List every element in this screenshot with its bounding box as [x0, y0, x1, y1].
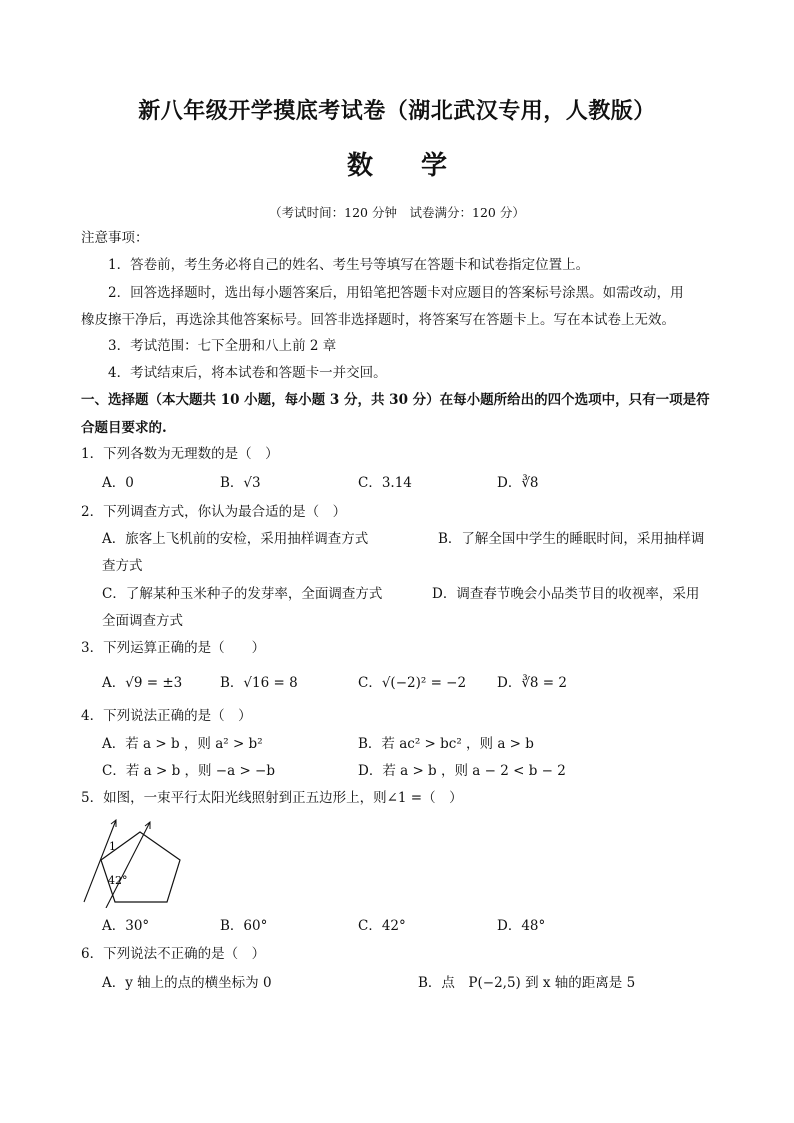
- section-heading-cont: 合题目要求的.: [81, 420, 167, 436]
- page-title: 新八年级开学摸底考试卷（湖北武汉专用，人教版）: [138, 98, 656, 124]
- subject-title: 数学: [346, 151, 495, 181]
- sunlight-ray-right: [106, 822, 150, 908]
- option-c: C．√(−2)² = −2: [358, 675, 467, 691]
- option-a: A．旅客上飞机前的安检，采用抽样调查方式: [102, 531, 369, 547]
- question-stem: 3．下列运算正确的是（ ）: [81, 640, 266, 656]
- option-d: D．调查春节晚会小品类节目的收视率，采用: [432, 586, 700, 602]
- notice-item: 2．回答选择题时，选出每小题答案后，用铅笔把答题卡对应题目的答案标号涂黑。如需改动，用: [108, 285, 684, 301]
- notice-item: 橡皮擦干净后，再选涂其他答案标号。回答非选择题时，将答案写在答题卡上。写在本试卷上无效。: [81, 312, 675, 328]
- option-d: D．若 a > b ，则 a − 2 < b − 2: [358, 763, 566, 779]
- pentagon-sunlight-figure: [80, 818, 190, 908]
- option-b: B．若 ac² > bc² ，则 a > b: [358, 736, 534, 752]
- option-d-cont: 全面调查方式: [102, 613, 183, 629]
- option-c: C．了解某种玉米种子的发芽率，全面调查方式: [102, 586, 383, 602]
- option-c: C．3.14: [358, 475, 412, 491]
- question-stem: 5．如图，一束平行太阳光线照射到正五边形上，则∠1 =（ ）: [81, 790, 463, 806]
- option-b: B．√3: [220, 475, 261, 491]
- question-stem: 2．下列调查方式，你认为最合适的是（ ）: [81, 504, 347, 520]
- option-b: B．√16 = 8: [220, 675, 298, 691]
- option-a: A．30°: [102, 918, 150, 934]
- angle-42-label: 42°: [108, 874, 128, 887]
- question-stem: 1．下列各数为无理数的是（ ）: [81, 446, 279, 462]
- option-d: D．∛8 = 2: [497, 675, 567, 691]
- option-b: B．了解全国中学生的睡眠时间，采用抽样调: [438, 531, 705, 547]
- option-b-cont: 查方式: [102, 558, 143, 574]
- question-stem: 4．下列说法正确的是（ ）: [81, 708, 252, 724]
- exam-meta: （考试时间：120 分钟 试卷满分：120 分）: [269, 205, 525, 220]
- option-b: B．60°: [220, 918, 268, 934]
- question-stem: 6．下列说法不正确的是（ ）: [81, 946, 266, 962]
- notice-item: 3．考试范围：七下全册和八上前 2 章: [108, 338, 337, 354]
- option-c: C．42°: [358, 918, 406, 934]
- notice-item: 4．考试结束后，将本试卷和答题卡一并交回。: [108, 365, 387, 381]
- notice-heading: 注意事项：: [81, 230, 149, 246]
- option-d: D．∛8: [497, 475, 539, 491]
- section-heading: 一、选择题（本大题共 10 小题，每小题 3 分，共 30 分）在每小题所给出的四个选项中，只有一项是符: [81, 392, 710, 408]
- angle-1-label: 1: [109, 840, 116, 853]
- notice-item: 1．答卷前，考生务必将自己的姓名、考生号等填写在答题卡和试卷指定位置上。: [108, 257, 590, 273]
- option-d: D．48°: [497, 918, 546, 934]
- option-a: A．若 a > b ，则 a² > b²: [102, 736, 263, 752]
- option-a: A．0: [102, 475, 134, 491]
- option-c: C．若 a > b ，则 −a > −b: [102, 763, 275, 779]
- option-a: A．√9 = ±3: [102, 675, 183, 691]
- option-a: A．y 轴上的点的横坐标为 0: [102, 975, 272, 991]
- option-b: B．点 P(−2,5) 到 x 轴的距离是 5: [418, 975, 636, 991]
